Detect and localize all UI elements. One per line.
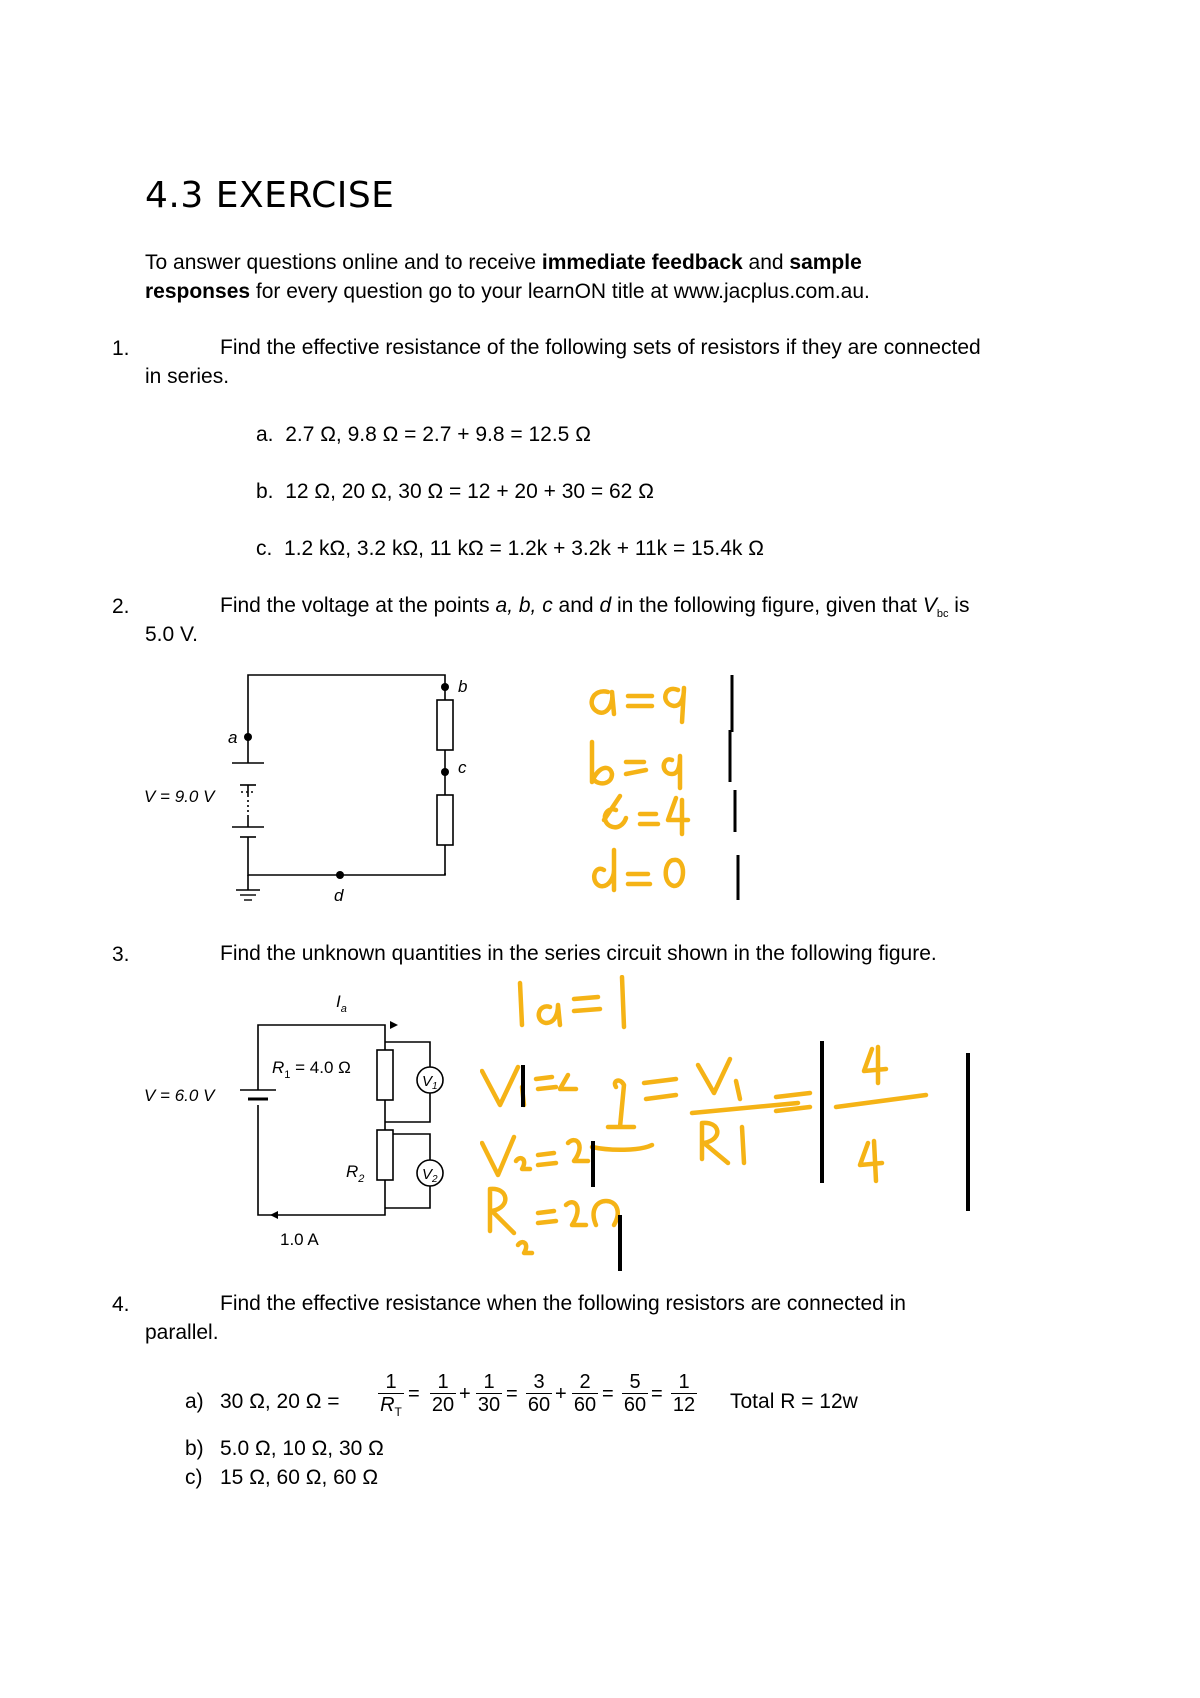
fraction-1-over-rt: [378, 1371, 404, 1423]
q3-label-r1: $R_1 = 4.0$ Ω: [272, 1058, 351, 1081]
question-4-item-b-text: 5.0 Ω, 10 Ω, 30 Ω: [220, 1437, 384, 1460]
question-4-item-b-label: b): [185, 1437, 204, 1460]
question-4-item-c-label: c): [185, 1466, 203, 1489]
fraction-5-over-60: 5 60: [623, 1371, 647, 1416]
intro-bold-responses: responses: [145, 280, 251, 303]
question-4-text-cont: parallel.: [145, 1321, 219, 1344]
q2-points-abc: a, b, c: [495, 594, 553, 617]
q2-label-a: a: [228, 728, 238, 747]
page-title: 4.3 EXERCISE: [145, 175, 395, 216]
q3-label-r2: $R_2$: [346, 1162, 365, 1185]
q3-label-current: 1.0 A: [280, 1230, 319, 1249]
fraction-1-over-30: 1 30: [477, 1371, 501, 1416]
circuit-figure-q2: [140, 665, 480, 920]
denominator: $R_T$: [380, 1394, 402, 1419]
question-4-item-c-text: 15 Ω, 60 Ω, 60 Ω: [220, 1466, 379, 1489]
question-4-number: 4.: [112, 1293, 130, 1316]
handwritten-answers-q2: [580, 670, 770, 910]
fraction-1-over-20: 1 20: [431, 1371, 455, 1416]
q3-label-ia: $I_a$: [336, 992, 347, 1015]
fraction-2-over-60: 2 60: [573, 1371, 597, 1416]
intro-text-3: for every question go to your learnON title at www.jacplus.com.au.: [250, 280, 870, 303]
question-4-text: Find the effective resistance when the following resistors are connected in: [220, 1292, 906, 1315]
question-1-item-b: [256, 477, 654, 506]
question-3-number: 3.: [112, 943, 130, 966]
q2-node-c: [441, 768, 449, 776]
q3-label-v: V = 6.0 V: [144, 1086, 215, 1105]
q2-label-v: V = 9.0 V: [144, 787, 215, 806]
item-label: b.: [256, 480, 274, 503]
fraction-1-over-12: 1 12: [672, 1371, 696, 1416]
q2-voltage-symbol: V: [922, 594, 937, 617]
intro-text-1: To answer questions online and to receive: [145, 251, 542, 274]
question-4-item-a-label: a): [185, 1390, 204, 1413]
q2-text-1: Find the voltage at the points: [220, 594, 496, 617]
question-2-text-cont: 5.0 V.: [145, 623, 198, 646]
q2-point-d: d: [599, 594, 612, 617]
q3-v2-letter: $V_2$: [422, 1166, 438, 1185]
item-label: a.: [256, 423, 274, 446]
intro-bold-sample: sample: [789, 251, 862, 274]
q2-resistor-bottom: [437, 795, 453, 845]
handwritten-answers-q3: [480, 975, 980, 1275]
q2-text-4: is: [948, 594, 970, 617]
intro-text-2: and: [742, 251, 790, 274]
q3-current-arrow-bottom: [270, 1211, 278, 1219]
question-2-text: [220, 591, 969, 629]
q2-voltage-subscript: bc: [936, 608, 949, 621]
question-1-number: 1.: [112, 337, 130, 360]
question-1-text: Find the effective resistance of the following sets of resistors if they are connected: [220, 336, 981, 359]
numerator: 1: [385, 1371, 397, 1393]
total-resistance: Total R = 12w: [730, 1390, 858, 1413]
item-answer: 12 Ω, 20 Ω, 30 Ω = 12 + 20 + 30 = 62 Ω: [285, 480, 654, 503]
item-label: c.: [256, 537, 273, 560]
q2-label-d: d: [334, 886, 344, 905]
q2-node-d: [336, 871, 344, 879]
q3-battery: [240, 1090, 276, 1099]
intro-bold-feedback: immediate feedback: [541, 251, 743, 274]
question-3-text: Find the unknown quantities in the series circuit shown in the following figure.: [220, 942, 937, 965]
item-answer: 2.7 Ω, 9.8 Ω = 2.7 + 9.8 = 12.5 Ω: [285, 423, 591, 446]
q3-wires: [258, 1025, 430, 1215]
q2-label-c: c: [458, 758, 467, 777]
item-answer: 1.2 kΩ, 3.2 kΩ, 11 kΩ = 1.2k + 3.2k + 11k = 15.4k Ω: [284, 537, 764, 560]
q3-v1-letter: $V_1$: [422, 1073, 438, 1092]
q2-node-a: [244, 733, 252, 741]
q2-ground: [236, 890, 260, 900]
q3-current-arrow-top: [390, 1021, 398, 1029]
q2-text-2: and: [552, 594, 600, 617]
q2-wires: [248, 675, 445, 890]
fraction-3-over-60: 3 60: [527, 1371, 551, 1416]
question-1-text-cont: in series.: [145, 365, 230, 388]
q3-resistor-r2: [377, 1130, 393, 1180]
intro-paragraph: [145, 248, 1125, 306]
question-1-item-a: [256, 420, 591, 449]
q2-resistor-top: [437, 700, 453, 750]
q2-text-3: in the following figure, given that: [611, 594, 923, 617]
question-1-item-c: [256, 534, 764, 563]
question-2-number: 2.: [112, 595, 130, 618]
question-4-item-a-text: 30 Ω, 20 Ω =: [220, 1390, 340, 1413]
q2-answer-marks: [730, 675, 738, 900]
circuit-figure-q3: [140, 985, 470, 1255]
q2-label-b: b: [458, 677, 468, 696]
q3-resistor-r1: [377, 1050, 393, 1100]
q2-node-b: [441, 683, 449, 691]
